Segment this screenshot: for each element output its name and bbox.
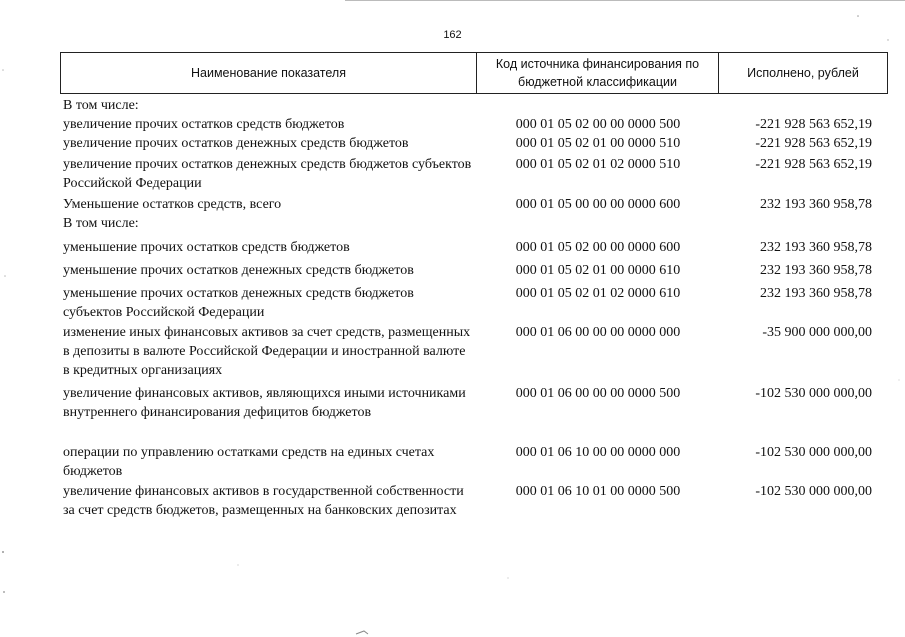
row-value: -221 928 563 652,19: [755, 136, 872, 151]
row-name: уменьшение прочих остатков денежных средств бюджетов субъектов Российской Федерации: [63, 286, 414, 320]
row-code: 000 01 05 02 01 02 0000 510: [515, 157, 681, 172]
scan-speck: [2, 69, 4, 71]
row-value: -102 530 000 000,00: [755, 484, 872, 499]
row-code: 000 01 06 00 00 00 0000 500: [515, 386, 681, 401]
row-name: В том числе:: [63, 216, 139, 231]
row-code: 000 01 05 02 01 00 0000 610: [515, 263, 681, 278]
row-value: -221 928 563 652,19: [755, 157, 872, 172]
scan-speck: [857, 15, 859, 17]
header-executed-column: Исполнено, рублей: [747, 66, 859, 80]
row-code: 000 01 05 02 00 00 0000 500: [515, 117, 681, 132]
row-code: 000 01 05 02 01 00 0000 510: [515, 136, 681, 151]
scan-speck: [356, 631, 368, 634]
scan-speck: [237, 564, 238, 565]
row-value: -35 900 000 000,00: [762, 325, 872, 340]
row-name: увеличение финансовых активов в государственной собственности за счет средств бюджетов, размещенных на банковских депозитах: [63, 484, 464, 518]
scan-speck: [898, 379, 899, 380]
row-name: изменение иных финансовых активов за счет средств, размещенных в депозиты в валюте Российской Федерации и иностранной валюте в кредитных организациях: [63, 325, 471, 378]
header-code-column: Код источника финансирования по бюджетной классификации: [477, 53, 719, 93]
scan-speck: [3, 591, 5, 593]
row-name: увеличение прочих остатков денежных средств бюджетов субъектов Российской Федерации: [63, 157, 472, 191]
scan-speck: [4, 275, 6, 277]
row-name: Уменьшение остатков средств, всего: [63, 197, 282, 212]
row-value: 232 193 360 958,78: [760, 197, 872, 212]
row-value: -102 530 000 000,00: [755, 386, 872, 401]
row-name: операции по управлению остатками средств на единых счетах бюджетов: [63, 445, 435, 479]
row-code: 000 01 05 02 00 00 0000 600: [515, 240, 681, 255]
row-code: 000 01 05 00 00 00 0000 600: [515, 197, 681, 212]
row-value: 232 193 360 958,78: [760, 263, 872, 278]
row-name: увеличение прочих остатков средств бюджетов: [63, 117, 345, 132]
row-name: В том числе:: [63, 98, 139, 113]
row-value: 232 193 360 958,78: [760, 286, 872, 301]
row-value: -102 530 000 000,00: [755, 445, 872, 460]
scan-speck: [887, 39, 888, 40]
header-name-column: Наименование показателя: [61, 53, 477, 93]
row-name: уменьшение прочих остатков средств бюджетов: [63, 240, 350, 255]
row-name: увеличение финансовых активов, являющихся иными источниками внутреннего финансирования дефицитов бюджетов: [63, 386, 466, 420]
scan-speck: [507, 577, 508, 578]
page-number: 162: [443, 29, 462, 41]
row-code: 000 01 06 10 01 00 0000 500: [515, 484, 681, 499]
row-code: 000 01 06 10 00 00 0000 000: [515, 445, 681, 460]
row-value: 232 193 360 958,78: [760, 240, 872, 255]
row-code: 000 01 06 00 00 00 0000 000: [515, 325, 681, 340]
row-name: уменьшение прочих остатков денежных средств бюджетов: [63, 263, 414, 278]
row-value: -221 928 563 652,19: [755, 117, 872, 132]
row-code: 000 01 05 02 01 02 0000 610: [515, 286, 681, 301]
scan-speck: [2, 551, 4, 553]
row-name: увеличение прочих остатков денежных средств бюджетов: [63, 136, 409, 151]
